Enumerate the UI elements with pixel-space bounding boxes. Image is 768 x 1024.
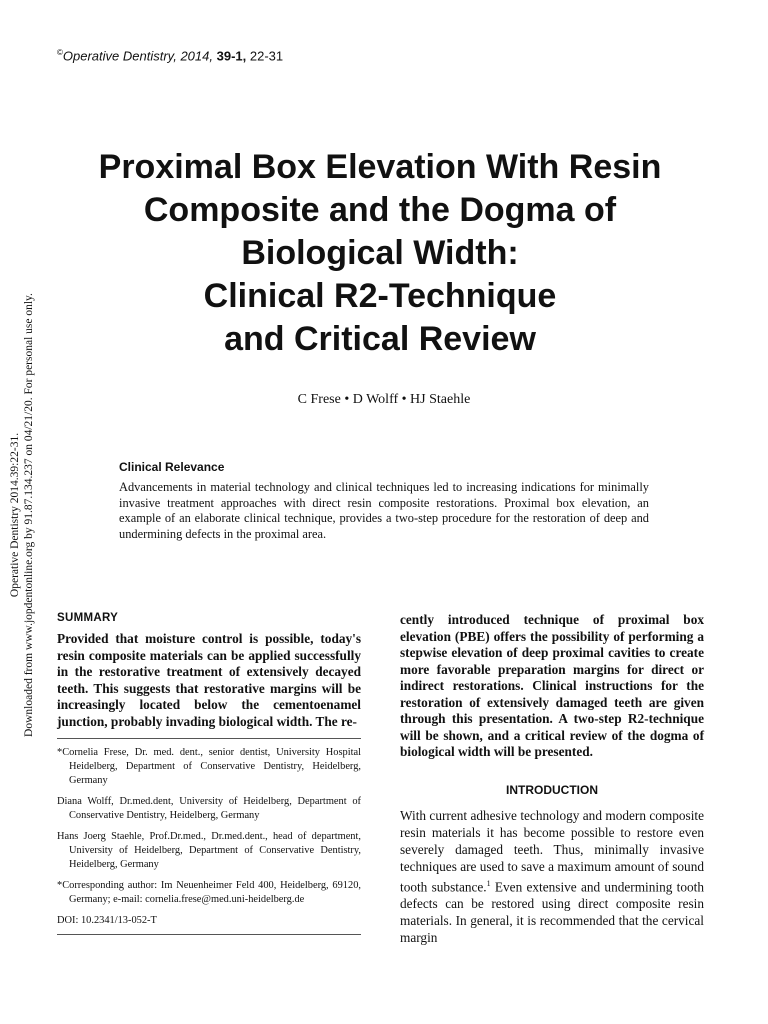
summary-text-part-2: cently introduced technique of proximal box elevation (PBE) offers the possibility of performing a stepwise elevation of deep proximal cavities to create more favorable preparation margins for direct or indirect restorations. Clinical instructions for the restoration of extensively damaged teeth are given through this presentation. A two-step R2-technique will be shown, and a critical review of the dogma of biological width will be presented.: [400, 612, 704, 759]
journal-pages: 22-31: [249, 48, 284, 64]
affiliation-wolff: Diana Wolff, Dr.med.dent, University of Heidelberg, Department of Conservative Dentistry, Heidelberg, Germany: [57, 796, 361, 821]
journal-year: 2014,: [180, 48, 213, 64]
summary-heading: SUMMARY: [57, 612, 119, 624]
reference-1: 1: [486, 878, 491, 888]
title-line-5: and Critical Review: [224, 320, 536, 358]
affiliation-staehle: Hans Joerg Staehle, Prof.Dr.med., Dr.med.dent., head of department, University of Heidelberg, Department of Conservative Dentistry, Heidelberg, Germany: [57, 831, 361, 870]
summary-text-part-1: Provided that moisture control is possible, today's resin composite materials can be applied successfully in the restorative treatment of extensively decayed teeth. This suggests that restorative margins will be increasingly located below the cementoenamel junction, probably invading biological width. The re-: [57, 631, 361, 729]
title-line-2: Composite and the Dogma of: [143, 191, 617, 229]
introduction-heading: INTRODUCTION: [506, 782, 598, 797]
clinical-relevance-text: Advancements in material technology and clinical techniques led to increasing indications for minimally invasive treatment approaches with direct resin composite restorations. Proximal box elevation, an example of an elaborate clinical technique, provides a two-step procedure for the restoration of deep and undermining defects in the proximal area.: [119, 480, 649, 541]
title-line-4: Clinical R2-Technique: [203, 277, 557, 315]
watermark-line-1: Operative Dentistry 2014.39:22-31.: [9, 432, 21, 598]
clinical-relevance-heading: Clinical Relevance: [119, 460, 225, 474]
title-line-1: Proximal Box Elevation With Resin: [98, 148, 662, 186]
journal-citation: [57, 48, 283, 63]
footnote-divider: [57, 738, 361, 739]
journal-name: Operative Dentistry,: [62, 48, 177, 64]
doi-divider: [57, 934, 361, 935]
introduction-text-end: Even extensive and undermining tooth defects can be restored using direct composite resin materials. In general, it is recommended that the cervical margin: [400, 878, 704, 945]
left-column: [57, 612, 361, 935]
article-title: [40, 146, 720, 361]
right-column: [400, 612, 704, 946]
journal-volume: 39-1,: [216, 48, 247, 64]
download-watermark: [0, 0, 44, 1024]
watermark-line-2: Downloaded from www.jopdentonline.org by 91.87.134.237 on 04/21/20. For personal use only.: [23, 293, 35, 737]
title-line-3: Biological Width:: [241, 234, 519, 272]
doi: DOI: 10.2341/13-052-T: [57, 915, 157, 926]
author-list: C Frese • D Wolff • HJ Staehle: [297, 392, 471, 407]
introduction-text: [400, 807, 704, 946]
affiliation-frese: *Cornelia Frese, Dr. med. dent., senior dentist, University Hospital Heidelberg, Department of Conservative Dentistry, Heidelberg, Germany: [57, 747, 361, 786]
clinical-relevance-box: [119, 460, 649, 542]
corresponding-author: *Corresponding author: Im Neuenheimer Feld 400, Heidelberg, 69120, Germany; e-mail: cornelia.frese@med.uni-heidelberg.de: [57, 880, 361, 905]
introduction-text-start: With current adhesive technology and modern composite resin materials it has become possible to restore even severely damaged teeth. Thus, minimally invasive techniques are used to save a maximum amount of sound tooth substance.: [400, 807, 704, 894]
copyright-symbol: ©: [57, 48, 63, 57]
